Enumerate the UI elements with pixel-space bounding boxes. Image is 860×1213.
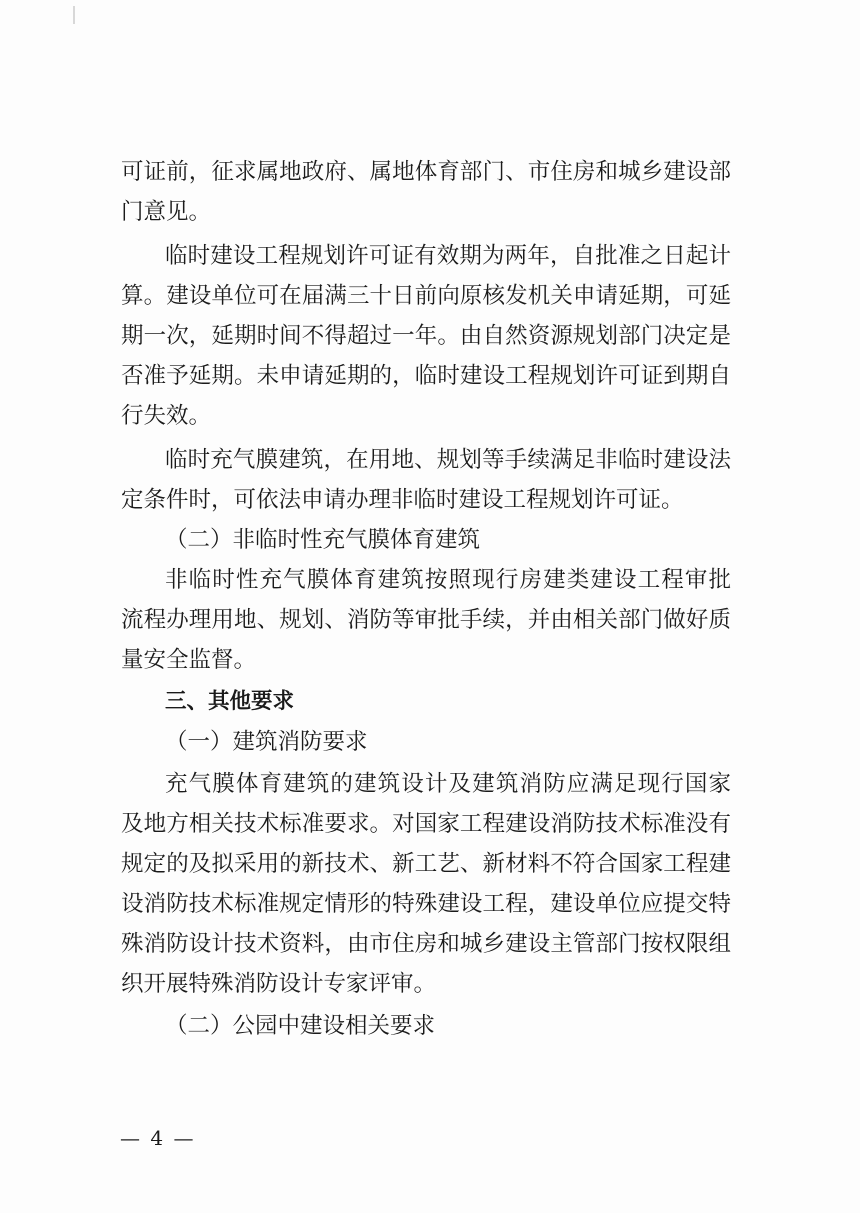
paragraph-line: 临时建设工程规划许可证有效期为两年，自批准之日起计 (165, 243, 731, 269)
paragraph-line: 规定的及拟采用的新技术、新工艺、新材料不符合国家工程建 (121, 851, 731, 877)
paragraph-line: 非临时性充气膜体育建筑按照现行房建类建设工程审批 (165, 567, 731, 593)
paragraph-line: 门意见。 (121, 199, 212, 225)
section-subheading: （二）非临时性充气膜体育建筑 (165, 527, 481, 553)
paragraph-line: 量安全监督。 (121, 647, 257, 673)
paragraph-line: 定条件时，可依法申请办理非临时建设工程规划许可证。 (121, 487, 684, 513)
paragraph-line: 行失效。 (121, 403, 212, 429)
paragraph-line: 织开展特殊消防设计专家评审。 (121, 971, 437, 997)
paragraph-line: 算。建设单位可在届满三十日前向原核发机关申请延期，可延 (121, 283, 731, 309)
paragraph-line: 及地方相关技术标准要求。对国家工程建设消防技术标准没有 (121, 811, 731, 837)
paragraph-line: 可证前，征求属地政府、属地体育部门、市住房和城乡建设部 (121, 159, 731, 185)
paragraph-line: 否准予延期。未申请延期的，临时建设工程规划许可证到期自 (121, 363, 731, 389)
paragraph-line: 流程办理用地、规划、消防等审批手续，并由相关部门做好质 (121, 607, 731, 633)
section-subheading: （一）建筑消防要求 (165, 729, 368, 755)
scan-mark (73, 6, 75, 24)
page-number: — 4 — (120, 1126, 196, 1150)
section-heading: 三、其他要求 (165, 689, 295, 714)
paragraph-line: 临时充气膜建筑，在用地、规划等手续满足非临时建设法 (165, 447, 731, 473)
paragraph-line: 充气膜体育建筑的建筑设计及建筑消防应满足现行国家 (165, 771, 731, 797)
paragraph-line: 期一次，延期时间不得超过一年。由自然资源规划部门决定是 (121, 323, 731, 349)
paragraph-line: 设消防技术标准规定情形的特殊建设工程，建设单位应提交特 (121, 891, 731, 917)
section-subheading: （二）公园中建设相关要求 (165, 1013, 436, 1039)
paragraph-line: 殊消防设计技术资料，由市住房和城乡建设主管部门按权限组 (121, 931, 731, 957)
